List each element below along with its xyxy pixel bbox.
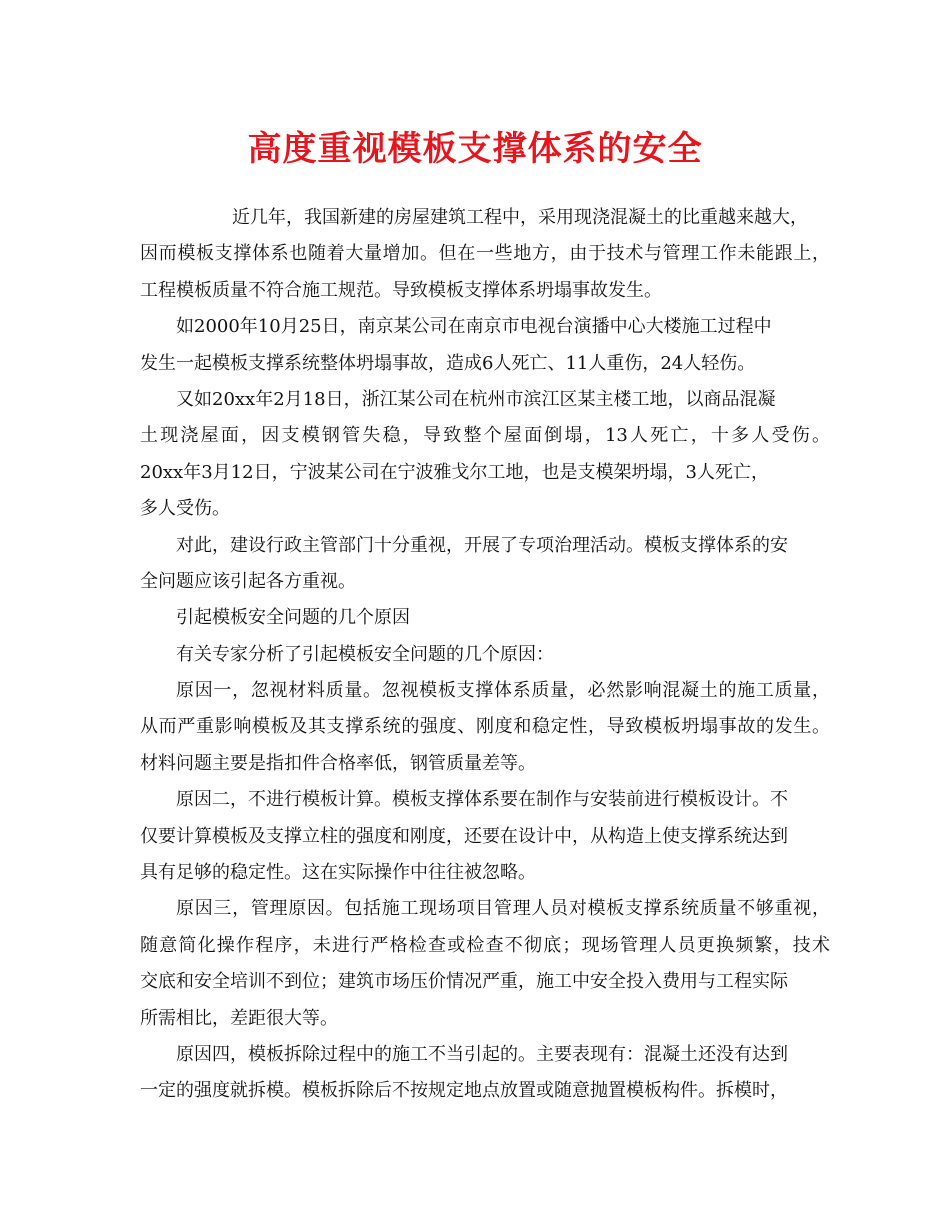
text-line: 土现浇屋面，因支模钢管失稳，导致整个屋面倒塌，13人死亡，十多人受伤。 [140,425,830,447]
text-line: 所需相比，差距很大等。 [140,1007,338,1029]
text-line: 20xx年3月12日，宁波某公司在宁波雅戈尔工地，也是支模架坍塌，3人死亡， [140,461,770,483]
text-line: 有关专家分析了引起模板安全问题的几个原因： [176,643,554,665]
text-line: 多人受伤。 [140,498,230,520]
document-body [140,200,830,1110]
text-line: 原因三，管理原因。包括施工现场项目管理人员对模板支撑系统质量不够重视， [176,898,830,920]
text-line: 原因四，模板拆除过程中的施工不当引起的。主要表现有：混凝土还没有达到 [176,1043,788,1065]
text-line: 从而严重影响模板及其支撑系统的强度、刚度和稳定性，导致模板坍塌事故的发生。 [140,716,830,738]
text-line: 发生一起模板支撑系统整体坍塌事故，造成6人死亡、11人重伤，24人轻伤。 [140,352,756,374]
text-line: 仅要计算模板及支撑立柱的强度和刚度，还要在设计中，从构造上使支撑系统达到 [140,825,788,847]
text-line: 如2000年10月25日，南京某公司在南京市电视台演播中心大楼施工过程中 [176,316,772,338]
document-title: 高度重视模板支撑体系的安全 [247,129,703,169]
section-heading: 引起模板安全问题的几个原因 [176,607,410,629]
text-line: 因而模板支撑体系也随着大量增加。但在一些地方，由于技术与管理工作未能跟上， [140,243,830,265]
text-line: 随意简化操作程序，未进行严格检查或检查不彻底；现场管理人员更换频繁，技术 [140,934,830,956]
text-line: 原因二，不进行模板计算。模板支撑体系要在制作与安装前进行模板设计。不 [176,789,788,811]
text-line: 交底和安全培训不到位；建筑市场压价情况严重，施工中安全投入费用与工程实际 [140,971,788,993]
text-line: 一定的强度就拆模。模板拆除后不按规定地点放置或随意抛置模板构件。拆模时， [140,1080,788,1102]
text-line: 材料问题主要是指扣件合格率低，钢管质量差等。 [140,752,536,774]
text-line: 对此，建设行政主管部门十分重视，开展了专项治理活动。模板支撑体系的安 [176,534,788,556]
text-line: 工程模板质量不符合施工规范。导致模板支撑体系坍塌事故发生。 [140,279,662,301]
text-line: 近几年，我国新建的房屋建筑工程中，采用现浇混凝土的比重越来越大， [232,207,808,228]
text-line: 原因一，忽视材料质量。忽视模板支撑体系质量，必然影响混凝土的施工质量， [176,680,830,702]
text-line: 全问题应该引起各方重视。 [140,570,356,592]
text-line: 具有足够的稳定性。这在实际操作中往往被忽略。 [140,862,536,884]
text-line: 又如20xx年2月18日，浙江某公司在杭州市滨江区某主楼工地，以商品混凝 [176,388,776,410]
